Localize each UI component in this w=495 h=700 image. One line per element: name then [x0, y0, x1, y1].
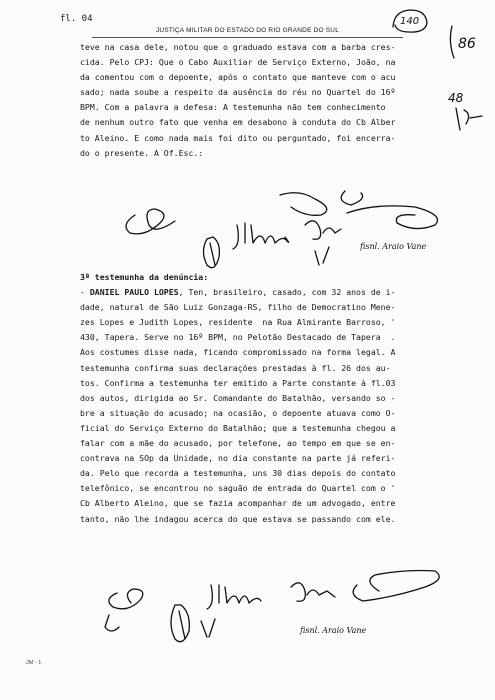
text-line: dos autos, dirigida ao Sr. Comandante do Batalhão, versando so - [80, 392, 396, 403]
text-line: do o presente. A Of.Esc.: [80, 147, 204, 158]
text-line: sado; nada soube a respeito da ausência do réu no Quartel do 16º [80, 87, 396, 98]
signature-3 [291, 583, 335, 601]
text-line: contrava na SOp da Unidade, no dia constante na parte já referi- [80, 453, 396, 464]
signature-oval [171, 605, 189, 642]
text-line: telefônico, se encontrou no saguão de entrada do Quartel com o ' [80, 483, 396, 494]
text-line: bre a situação do acusado; na ocasião, o depoente atuava como O- [80, 407, 396, 418]
handwritten-page-number: 86 [458, 36, 476, 52]
witness-first-line-rest: , Ten, brasileiro, casado, com 32 anos de i- [178, 287, 396, 298]
text-line: tanto, não lhe indagou acerca do que estava se passando com ele. [80, 513, 396, 524]
folio-number: fl. 04 [60, 14, 93, 24]
footer-code: JM - 1 [26, 660, 42, 666]
signature-4 [353, 571, 439, 602]
signature-6-text: fisnl. Araio Vane [360, 242, 427, 251]
signature-5 [280, 193, 327, 216]
testimony-continuation [80, 40, 460, 161]
signatures-row-1 [115, 185, 455, 275]
signature-1 [126, 209, 175, 234]
text-line: de nenhum outro fato que venha em desabono à conduta do Cb Alber [80, 117, 396, 128]
text-line: zes Lopes e Judith Lopes, residente na Rua Almirante Barroso, ' [80, 317, 396, 328]
signature-1 [105, 589, 143, 631]
text-line: testemunha confirma suas declarações prestadas à fl. 26 dos au- [80, 362, 391, 373]
signature-jilma [233, 223, 289, 249]
text-line: BPM. Com a palavra a defesa: A testemunha não tem conhecimento [80, 102, 386, 113]
signature-6-text: fisnl. Araio Vane [300, 626, 367, 635]
text-line: 430, Tapera. Serve no 16º BPM, no Pelotão Destacado de Tapera . [80, 332, 396, 343]
text-line: tos. Confirma a testemunha ter emitido a Parte constante à fl.03 [80, 377, 396, 388]
margin-stamp [391, 7, 429, 35]
text-line: Cb Alberto Aleino, que se fazia acompanhar de um advogado, entre [80, 498, 396, 509]
text-line: cida. Pelo CPJ: Que o Cabo Auxiliar de Serviço Externo, João, na [80, 57, 396, 68]
text-line: ficial do Serviço Externo do Batalhão; que a testemunha chegou a [80, 422, 396, 433]
text-line: da comentou com o depoente, após o contato que manteve com o acu [80, 72, 396, 83]
signature-oval [204, 237, 220, 268]
witness-body [80, 300, 460, 526]
text-line: da. Pelo que recorda a testemunha, uns 30 dias depois do contato [80, 468, 396, 479]
witness-first-line: - DANIEL PAULO LOPES, Ten, brasileiro, casado, com 32 anos de i- [80, 287, 396, 298]
witness-3-testimony [80, 270, 460, 527]
text-line: teve na casa dele, notou que o graduado estava com a barba cres- [80, 42, 396, 52]
signature-3 [305, 221, 341, 265]
court-header: JUSTIÇA MILITAR DO ESTADO DO RIO GRANDE DO SUL [155, 27, 340, 34]
witness-name: DANIEL PAULO LOPES [89, 287, 179, 298]
text-line: dade, natural de São Luiz Gonzaga-RS, filho de Democratino Mene- [80, 302, 396, 313]
text-line: Aos costumes disse nada, ficando compromissado na forma legal. A [80, 347, 396, 358]
stamp-number: 140 [400, 16, 420, 27]
section-title: 3ª testemunha da denúncia: [80, 272, 209, 282]
text-line: to Aleino. E como nada mais foi dito ou perguntado, foi encerra- [80, 132, 396, 143]
signature-4 [341, 191, 437, 229]
handwritten-side-number: 48 [448, 91, 464, 105]
text-line: falar com a mãe do acusado, por telefone, ao tempo em que se en- [80, 438, 396, 449]
header-rule [92, 37, 403, 38]
signature-jilma [207, 585, 261, 609]
signatures-row-2 [95, 565, 475, 660]
signature-fw [201, 619, 215, 637]
